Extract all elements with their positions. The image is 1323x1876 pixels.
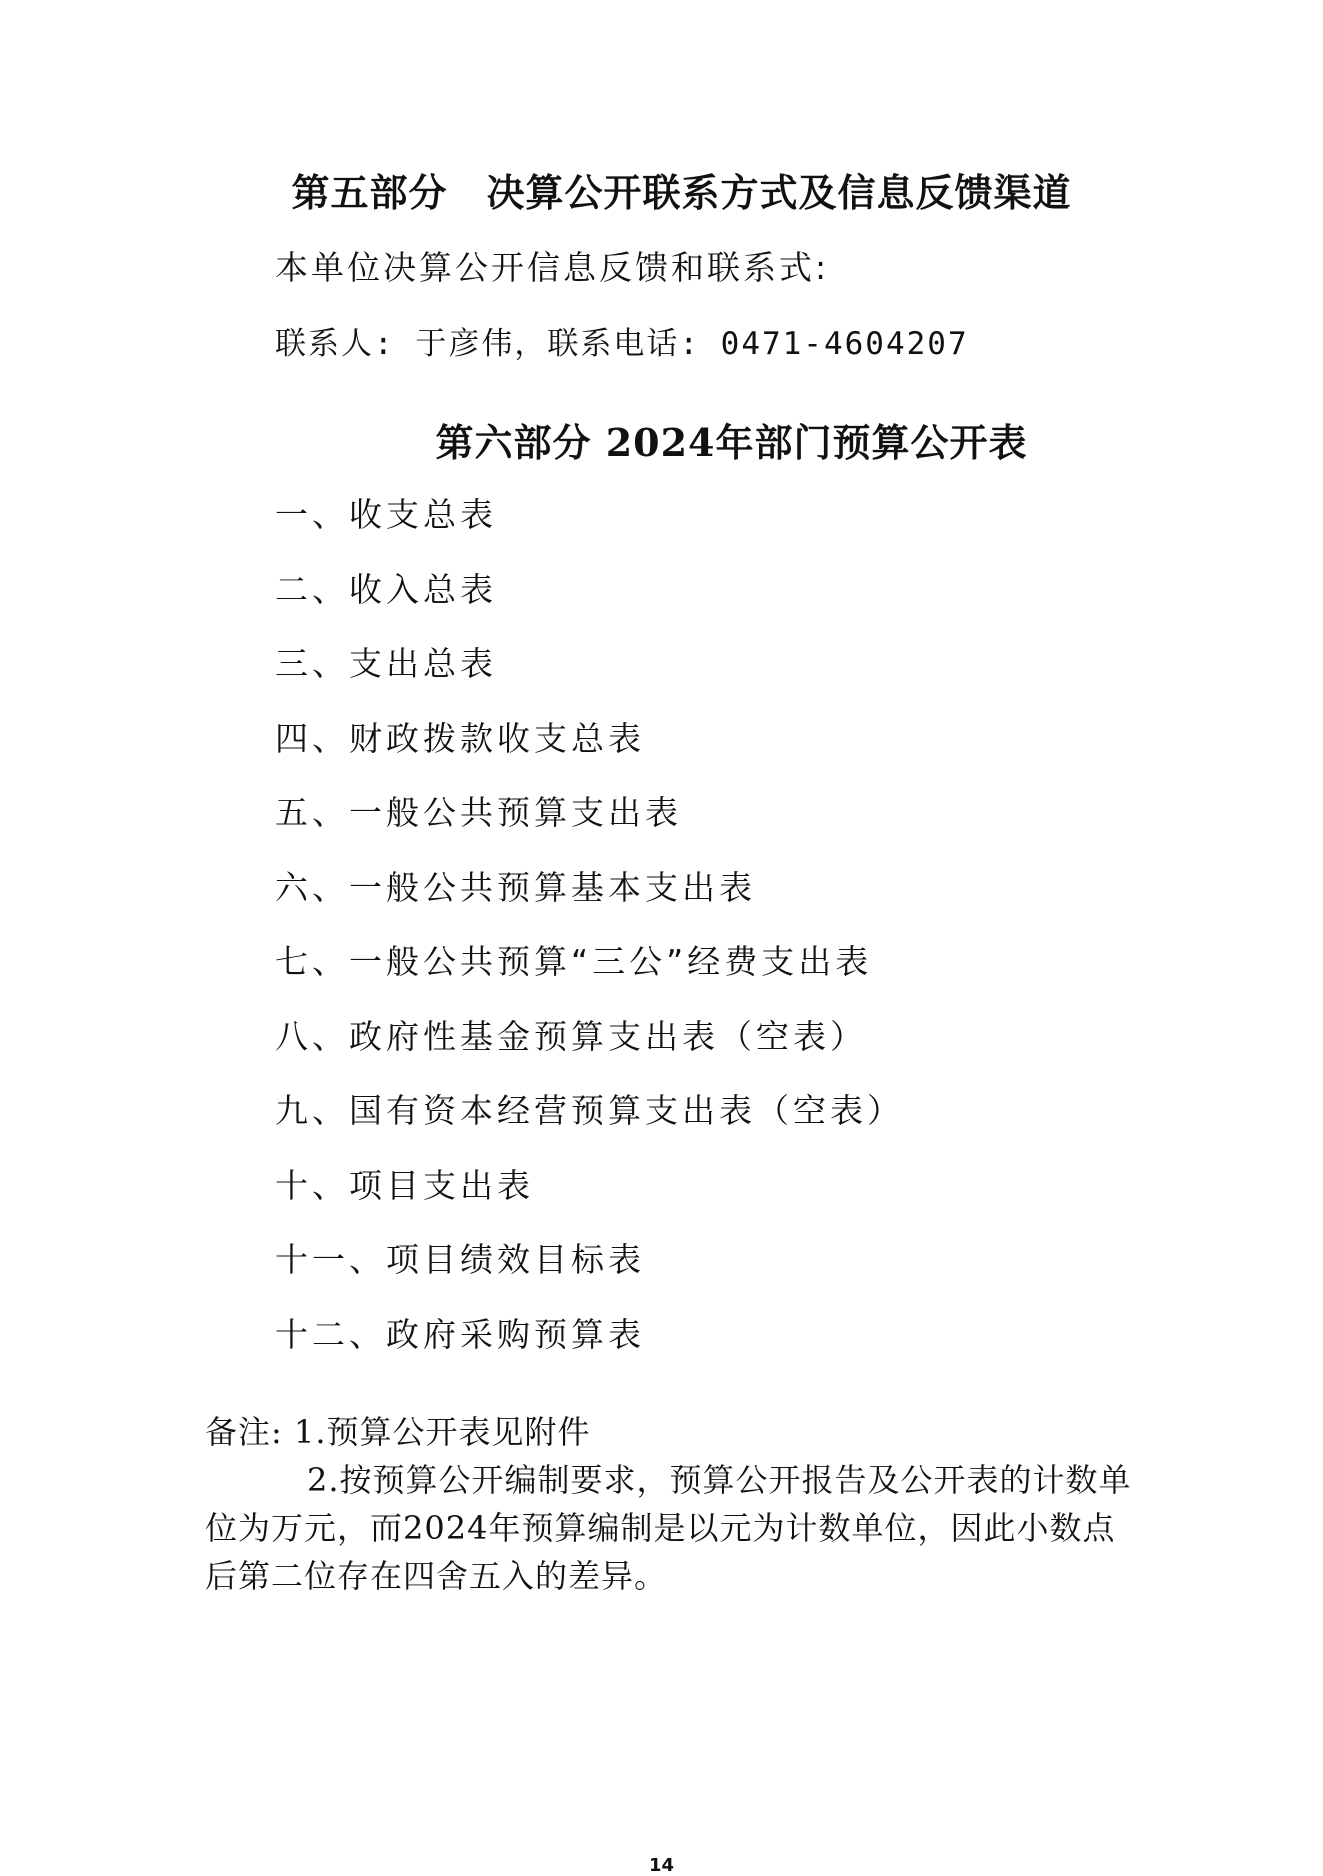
section6-title: 第六部分 2024年部门预算公开表 — [435, 420, 1028, 465]
list-item: 十、项目支出表 — [275, 1165, 534, 1205]
remarks — [205, 1408, 1135, 1600]
list-item: 六、一般公共预算基本支出表 — [275, 867, 756, 907]
list-item: 七、一般公共预算“三公”经费支出表 — [275, 942, 873, 981]
contact-line: 联系人: 于彦伟，联系电话: 0471-4604207 — [275, 326, 969, 362]
list-item: 十二、政府采购预算表 — [275, 1314, 645, 1354]
list-item: 九、国有资本经营预算支出表（空表） — [275, 1091, 904, 1130]
budget-table-list — [275, 493, 904, 1387]
list-item: 三、支出总表 — [275, 644, 497, 683]
list-item: 五、一般公共预算支出表 — [275, 793, 682, 832]
list-item: 十一、项目绩效目标表 — [275, 1240, 645, 1279]
remark-line-2: 2.按预算公开编制要求，预算公开报告及公开表的计数单位为万元，而2024年预算编制是以元为计数单位，因此小数点后第二位存在四舍五入的差异。 — [205, 1461, 1132, 1595]
page-number: 14 — [648, 1855, 675, 1876]
section5-title: 第五部分 决算公开联系方式及信息反馈渠道 — [291, 170, 1072, 215]
list-item: 二、收入总表 — [275, 569, 497, 609]
remark-line-1: 备注: 1.预算公开表见附件 — [205, 1413, 591, 1451]
feedback-intro: 本单位决算公开信息反馈和联系式: — [275, 248, 830, 287]
list-item: 八、政府性基金预算支出表（空表） — [275, 1016, 867, 1056]
list-item: 一、收支总表 — [275, 495, 497, 534]
list-item: 四、财政拨款收支总表 — [275, 718, 645, 758]
